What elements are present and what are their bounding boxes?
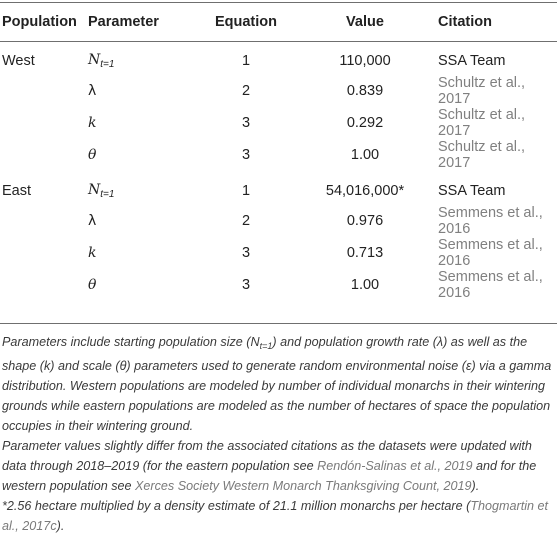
- footnote-parameters: [2, 332, 555, 436]
- cell-population: [0, 269, 88, 301]
- cell-population: [0, 107, 88, 139]
- cell-citation: SSA Team: [438, 183, 506, 199]
- footnote-subscript: t=1: [259, 341, 273, 351]
- parameter-symbol: θ: [88, 277, 97, 293]
- footnote-density: [2, 496, 555, 536]
- table-row: [0, 171, 557, 205]
- cell-equation: 1: [241, 183, 251, 199]
- cell-population: [0, 205, 88, 237]
- footnote-text: Parameters include starting population size (N: [2, 335, 260, 349]
- cell-equation: 3: [241, 147, 251, 163]
- cell-parameter: [88, 139, 200, 171]
- cell-population: West: [2, 53, 35, 69]
- footnote-text: and for the western population see: [2, 459, 537, 493]
- cell-value: 0.292: [346, 115, 384, 131]
- parameter-symbol: N: [88, 52, 101, 68]
- parameter-subscript: t=1: [100, 59, 115, 70]
- cell-citation: Schultz et al., 2017: [438, 107, 526, 139]
- cell-equation: 3: [241, 115, 251, 131]
- cell-parameter: [88, 237, 200, 269]
- citation-link-xerces[interactable]: Xerces Society Western Monarch Thanksgiving Count, 2019: [135, 479, 472, 493]
- cell-parameter: [88, 41, 200, 75]
- parameter-symbol: θ: [88, 147, 97, 163]
- cell-equation: 3: [241, 245, 251, 261]
- cell-citation: Semmens et al., 2016: [438, 237, 543, 269]
- cell-population: [0, 75, 88, 107]
- cell-population: [0, 139, 88, 171]
- table-row: [0, 269, 557, 301]
- parameter-symbol: N: [88, 182, 101, 198]
- cell-value: 0.713: [346, 245, 384, 261]
- cell-citation: Semmens et al., 2016: [438, 269, 543, 301]
- cell-equation: 2: [241, 213, 251, 229]
- cell-citation: Schultz et al., 2017: [438, 75, 526, 107]
- table-row: [0, 205, 557, 237]
- table-row: [0, 75, 557, 107]
- cell-population: East: [2, 183, 32, 199]
- cell-value: 1.00: [350, 147, 380, 163]
- header-population: Population: [2, 14, 77, 30]
- parameter-symbol: k: [88, 245, 97, 261]
- parameter-table: [0, 3, 557, 301]
- parameter-symbol: k: [88, 115, 97, 131]
- cell-population: [0, 237, 88, 269]
- table-row: [0, 237, 557, 269]
- cell-value: 54,016,000*: [325, 183, 405, 199]
- header-parameter: Parameter: [88, 14, 159, 30]
- table-body: [0, 41, 557, 301]
- header-citation: Citation: [438, 14, 492, 30]
- cell-parameter: [88, 107, 200, 139]
- footnote-text: Parameter values slightly differ from the associated citations as the datasets were updated with data through 2018–2019 (for the eastern population see: [2, 439, 532, 473]
- cell-value: 0.976: [346, 213, 384, 229]
- table-header-row: [0, 3, 557, 41]
- cell-citation: Schultz et al., 2017: [438, 139, 526, 171]
- footnote-text: ).: [471, 479, 480, 493]
- footnote-text: ).: [56, 519, 65, 533]
- table-footnotes: [2, 332, 555, 536]
- cell-value: 1.00: [350, 277, 380, 293]
- table-bottom-rule: [0, 323, 557, 324]
- cell-citation: Semmens et al., 2016: [438, 205, 543, 237]
- cell-value: 110,000: [339, 53, 391, 69]
- footnote-data-sources: [2, 436, 555, 496]
- parameter-symbol: λ: [88, 213, 97, 229]
- footnote-text: ) and population growth rate (λ) as well as the shape (k) and scale (θ) parameters used to generate random environmental noise (ε) via a gamma distribution. Western populations are modeled by number of individual monarchs in their wintering grounds while eastern populations are modeled as the number of hectares of space the population occupies in their wintering ground.: [2, 335, 552, 433]
- table-row: [0, 107, 557, 139]
- cell-equation: 2: [241, 83, 251, 99]
- table-row: [0, 139, 557, 171]
- citation-link-thogmartin[interactable]: Thogmartin et al., 2017c: [2, 499, 549, 533]
- cell-equation: 1: [241, 53, 251, 69]
- parameter-subscript: t=1: [100, 189, 115, 200]
- cell-citation: SSA Team: [438, 53, 506, 69]
- citation-link-rendon-salinas[interactable]: Rendón-Salinas et al., 2019: [317, 459, 473, 473]
- cell-parameter: [88, 171, 200, 205]
- cell-equation: 3: [241, 277, 251, 293]
- cell-value: 0.839: [346, 83, 384, 99]
- table-row: [0, 41, 557, 75]
- cell-parameter: [88, 75, 200, 107]
- footnote-text: *2.56 hectare multiplied by a density estimate of 21.1 million monarchs per hectare (: [2, 499, 471, 513]
- header-equation: Equation: [214, 14, 278, 30]
- header-value: Value: [346, 14, 384, 30]
- parameter-symbol: λ: [88, 83, 97, 99]
- cell-parameter: [88, 205, 200, 237]
- cell-parameter: [88, 269, 200, 301]
